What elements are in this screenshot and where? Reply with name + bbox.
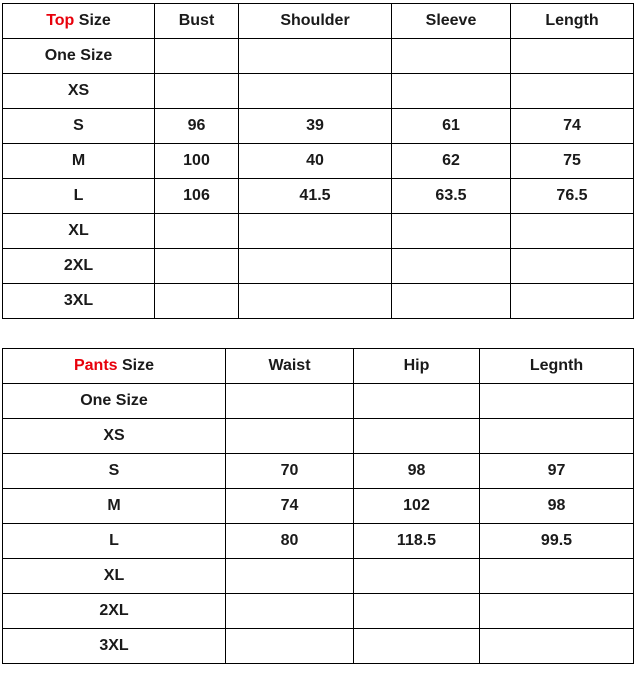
table-cell	[239, 284, 392, 319]
table-header-row	[3, 349, 634, 384]
table-cell: 100	[155, 144, 239, 179]
column-header: Shoulder	[239, 4, 392, 39]
table-cell: 74	[226, 489, 354, 524]
size-label: XS	[3, 74, 155, 109]
table-cell: 98	[354, 454, 480, 489]
table-cell: 40	[239, 144, 392, 179]
table-cell	[239, 39, 392, 74]
size-label: L	[3, 524, 226, 559]
table-row	[3, 144, 634, 179]
table-header-row	[3, 4, 634, 39]
table-cell	[511, 214, 634, 249]
column-header: Legnth	[480, 349, 634, 384]
table-cell: 99.5	[480, 524, 634, 559]
table-row	[3, 559, 634, 594]
size-label: 2XL	[3, 594, 226, 629]
table-cell	[354, 559, 480, 594]
table-cell: 61	[392, 109, 511, 144]
size-label: M	[3, 489, 226, 524]
size-label: M	[3, 144, 155, 179]
pants-title-accent: Pants	[73, 357, 118, 374]
size-label: 3XL	[3, 284, 155, 319]
top-size-title	[3, 4, 155, 39]
table-cell	[155, 249, 239, 284]
size-label: One Size	[3, 39, 155, 74]
size-label: L	[3, 179, 155, 214]
pants-size-title	[3, 349, 226, 384]
column-header: Waist	[226, 349, 354, 384]
column-header: Hip	[354, 349, 480, 384]
table-cell: 75	[511, 144, 634, 179]
table-cell: 102	[354, 489, 480, 524]
table-cell	[354, 384, 480, 419]
table-cell	[239, 214, 392, 249]
size-label: S	[3, 109, 155, 144]
table-cell	[392, 249, 511, 284]
table-cell	[480, 559, 634, 594]
table-cell	[226, 594, 354, 629]
table-cell	[480, 384, 634, 419]
table-row	[3, 284, 634, 319]
table-cell: 76.5	[511, 179, 634, 214]
table-cell	[392, 39, 511, 74]
table-cell	[392, 74, 511, 109]
size-label: 2XL	[3, 249, 155, 284]
size-label: XL	[3, 559, 226, 594]
table-cell	[226, 419, 354, 454]
table-cell: 41.5	[239, 179, 392, 214]
table-cell	[392, 284, 511, 319]
table-row	[3, 489, 634, 524]
table-cell	[155, 214, 239, 249]
table-cell: 74	[511, 109, 634, 144]
table-cell	[511, 39, 634, 74]
top-title-rest: Size	[74, 12, 111, 29]
table-row	[3, 384, 634, 419]
table-cell	[354, 629, 480, 664]
table-row	[3, 454, 634, 489]
table-cell	[239, 74, 392, 109]
size-label: One Size	[3, 384, 226, 419]
table-cell: 98	[480, 489, 634, 524]
table-cell	[155, 284, 239, 319]
column-header: Bust	[155, 4, 239, 39]
table-cell	[511, 249, 634, 284]
table-cell: 106	[155, 179, 239, 214]
table-cell	[511, 74, 634, 109]
column-header: Length	[511, 4, 634, 39]
size-label: XL	[3, 214, 155, 249]
table-cell	[226, 384, 354, 419]
table-cell	[354, 594, 480, 629]
table-cell: 97	[480, 454, 634, 489]
table-cell	[354, 419, 480, 454]
size-label: XS	[3, 419, 226, 454]
table-cell: 96	[155, 109, 239, 144]
size-label: S	[3, 454, 226, 489]
table-cell	[480, 419, 634, 454]
table-cell: 80	[226, 524, 354, 559]
table-cell	[226, 559, 354, 594]
table-cell	[480, 594, 634, 629]
table-cell	[480, 629, 634, 664]
table-cell: 39	[239, 109, 392, 144]
table-row	[3, 629, 634, 664]
table-row	[3, 524, 634, 559]
table-cell	[392, 214, 511, 249]
table-cell: 63.5	[392, 179, 511, 214]
table-row	[3, 419, 634, 454]
pants-size-table	[2, 348, 634, 664]
table-row	[3, 594, 634, 629]
top-title-accent: Top	[46, 12, 75, 29]
pants-title-rest: Size	[117, 357, 155, 374]
table-row	[3, 74, 634, 109]
table-row	[3, 214, 634, 249]
table-row	[3, 39, 634, 74]
table-cell: 70	[226, 454, 354, 489]
table-row	[3, 109, 634, 144]
table-row	[3, 179, 634, 214]
table-cell	[511, 284, 634, 319]
table-cell	[155, 74, 239, 109]
size-label: 3XL	[3, 629, 226, 664]
column-header: Sleeve	[392, 4, 511, 39]
table-cell: 62	[392, 144, 511, 179]
table-cell: 118.5	[354, 524, 480, 559]
top-size-table	[2, 3, 634, 319]
table-cell	[155, 39, 239, 74]
table-cell	[226, 629, 354, 664]
table-row	[3, 249, 634, 284]
table-cell	[239, 249, 392, 284]
